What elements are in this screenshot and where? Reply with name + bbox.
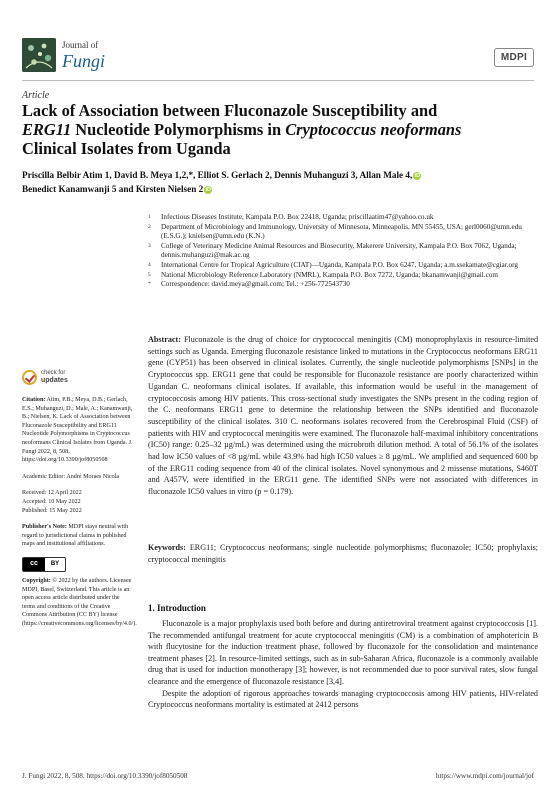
affiliation-text: College of Veterinary Medicine Animal Resources and Biosecurity, Makerere University, Kampala P.O. Box 7062, Uganda; dennis.muhanguzi@mak.ac.ug: [161, 241, 517, 260]
article-type: Article: [22, 90, 50, 101]
citation-block: [22, 396, 134, 465]
check-updates-icon: [22, 370, 37, 385]
received-date: Received: 12 April 2022: [22, 490, 82, 497]
keywords-text: ERG11; Cryptococcus neoformans; single nucleotide polymorphisms; fluconazole; IC50; prophylaxis; cryptococcal meningitis: [148, 543, 539, 564]
affiliation-item: [148, 261, 538, 271]
article-title: [22, 101, 537, 158]
affiliation-text: National Microbiology Reference Laboratory (NMRL), Kampala P.O. Box 7272, Uganda; bkanamwanji@gmail.com: [161, 270, 498, 279]
title-species: Cryptococcus neoformans: [285, 120, 462, 139]
title-line-3: Clinical Isolates from Uganda: [22, 139, 231, 158]
introduction-body: [148, 618, 538, 711]
title-line-1: Lack of Association between Fluconazole Susceptibility and: [22, 101, 438, 120]
footer-journal-url[interactable]: https://www.mdpi.com/journal/jof: [435, 772, 534, 780]
affiliation-item: [148, 280, 538, 290]
check-updates-text: [41, 370, 68, 385]
check-updates-label-top: check for: [41, 370, 66, 376]
affiliation-number: 2: [148, 223, 151, 230]
affiliation-number: 5: [148, 271, 151, 278]
publisher-note: [22, 523, 134, 549]
mdpi-logo[interactable]: [494, 48, 534, 67]
affiliation-text: Infectious Diseases Institute, Kampala P.O. Box 22418, Uganda; priscillaatim47@yahoo.co.uk: [161, 213, 434, 221]
copyright-text: © 2022 by the authors. Licensee MDPI, Basel, Switzerland. This article is an open access article distributed under the terms and conditions of the Creative Commons Attribution (CC BY) license (https://creativecommons.org/licenses/by/4.0/).: [22, 577, 137, 627]
affiliation-item: [148, 242, 538, 261]
affiliation-item: [148, 223, 538, 242]
fungi-logo-icon: [22, 38, 56, 72]
affiliation-item: [148, 271, 538, 281]
keywords-label: Keywords:: [148, 543, 186, 552]
citation-text: Atim, P.B.; Meya, D.B.; Gerlach, E.S.; Muhanguzi, D.; Male, A.; Kanamwanji, B.; Nielsen, K. Lack of Association between Fluconazole Susceptibility and ERG11 Nucleotide Polymorphisms in Cryptococcus neoformans Clinical Isolates from Uganda. J. Fungi 2022, 8, 508. https://doi.org/10.3390/jof8050508: [22, 397, 133, 464]
authors-line-2: Benedict Kanamwanji 5 and Kirsten Nielsen 2: [22, 184, 204, 194]
affiliation-number: 1: [148, 214, 151, 220]
introduction-paragraph: Despite the adoption of rigorous approaches towards managing cryptococcosis among HIV patients, HIV-related Cryptococcus neoformans mortality is estimated at 2412 persons: [148, 688, 538, 710]
check-updates-label-bottom: updates: [41, 377, 68, 384]
affiliation-number: 3: [148, 242, 151, 249]
section-heading-introduction: 1. Introduction: [148, 603, 206, 613]
introduction-paragraph: Fluconazole is a major prophylaxis used both before and during antiretroviral treatment against cryptococcosis [1]. The recommended antifungal treatment for acute cryptococcal meningitis (CM) is a combination of amphotericin B with flucytosine for the induction treatment phase, followed by fluconazole for the consolidation and maintenance treatment phases [2]. In resource-limited settings, such as in sub-Saharan Africa, fluconazole is a commonly available drug that is used for induction monotherapy [3]; however, is not recommended due to poor survival rates, slow fungal clearance and the emergence of fluconazole resistance [3,4].: [148, 619, 538, 686]
affiliations: [148, 213, 538, 290]
check-for-updates-button[interactable]: [22, 370, 134, 385]
article-sidebar: [22, 370, 137, 636]
author-list: [22, 168, 537, 196]
journal-logo: [22, 38, 56, 72]
copyright-block: [22, 577, 137, 629]
journal-name[interactable]: Fungi: [62, 51, 105, 71]
footer-citation[interactable]: J. Fungi 2022, 8, 508. https://doi.org/10.3390/jof8050508: [22, 772, 188, 780]
abstract-text: Fluconazole is the drug of choice for cryptococcal meningitis (CM) monoprophylaxis in resource-limited settings such as Uganda. Emerging fluconazole resistance linked to mutations in the Cryptococcus neoformans ERG11 gene (CYP51) has been observed in clinical isolates. Currently, the single nucleotide polymorphisms [SNPs] in the Cryptococcus spp. ERG11 gene that could be responsible for fluconazole resistance are poorly characterized within Ugandan C. neoformans clinical isolates. If available, this information would be useful in the management of cryptococcosis among HIV patients. This cross-sectional study investigates the SNPs present in the coding region of the C. neoformans ERG11 gene to determine the relationship between the SNPs identified and fluconazole susceptibility of the clinical isolates. 310 C. neoformans isolates recovered from the Cerebrospinal Fluid (CSF) of patients with HIV and cryptococcal meningitis were examined. The fluconazole half-maximal inhibitory concentrations (IC50) range: 0.25–32 µg/mL) was determined using the microbroth dilution method. A total of 56.1% of the isolates had low IC50 values of <8 µg/mL while 43.9% had high IC50 values ≥ 8 µg/mL. We amplified and sequenced 600 bp of the ERG11 coding sequence from 40 of the clinical isolates. Novel synonymous and 2 missense mutations, S460T and A457V, were identified in the ERG11 gene. The identified SNPs were not associated with differences in fluconazole IC50 values in vitro (p = 0.179).: [148, 335, 539, 497]
title-gene: ERG11: [22, 120, 72, 139]
accepted-date: Accepted: 10 May 2022: [22, 498, 81, 505]
abstract: [148, 334, 538, 498]
academic-editor: Academic Editor: André Moraes Nicola: [22, 473, 120, 480]
affiliation-number: 4: [148, 261, 151, 268]
journal-of-label: Journal of: [62, 40, 99, 50]
orcid-icon[interactable]: iD: [205, 187, 211, 193]
affiliation-number: *: [148, 281, 151, 288]
orcid-icon[interactable]: iD: [414, 173, 421, 179]
affiliation-text: Department of Microbiology and Immunology, University of Minnesota, Minneapolis, MN 55455, USA; gerl0060@umn.edu (E.S.G.); knielsen@umn.edu (K.N.): [161, 222, 522, 241]
header-divider: [22, 80, 534, 81]
title-line-2: Nucleotide Polymorphisms in: [71, 120, 286, 139]
affiliation-text: International Centre for Tropical Agriculture (CIAT)—Uganda, Kampala P.O. Box 6247, Uganda; a.m.ssekamate@cgiar.org: [161, 260, 518, 269]
dates-block: [22, 489, 134, 515]
copyright-label: Copyright:: [22, 577, 51, 584]
abstract-label: Abstract:: [148, 335, 181, 344]
published-date: Published: 15 May 2022: [22, 507, 82, 514]
cc-icon: cc: [23, 558, 45, 571]
affiliation-item: [148, 213, 538, 223]
publisher-note-label: Publisher's Note:: [22, 524, 67, 531]
affiliation-text: Correspondence: david.meya@gmail.com; Tel.: +256-772543730: [161, 280, 350, 289]
publisher-note-text: MDPI stays neutral with regard to jurisdictional claims in published maps and institutional affiliations.: [22, 524, 129, 548]
keywords: [148, 542, 538, 565]
by-icon: BY: [50, 561, 60, 568]
cc-by-license-badge[interactable]: [22, 557, 66, 572]
authors-line-1: Priscilla Belbir Atim 1, David B. Meya 1,2,*, Elliot S. Gerlach 2, Dennis Muhanguzi 3, Allan Male 4,: [22, 170, 413, 180]
citation-label: Citation:: [22, 397, 46, 403]
mdpi-logo-text: MDPI: [500, 52, 528, 63]
